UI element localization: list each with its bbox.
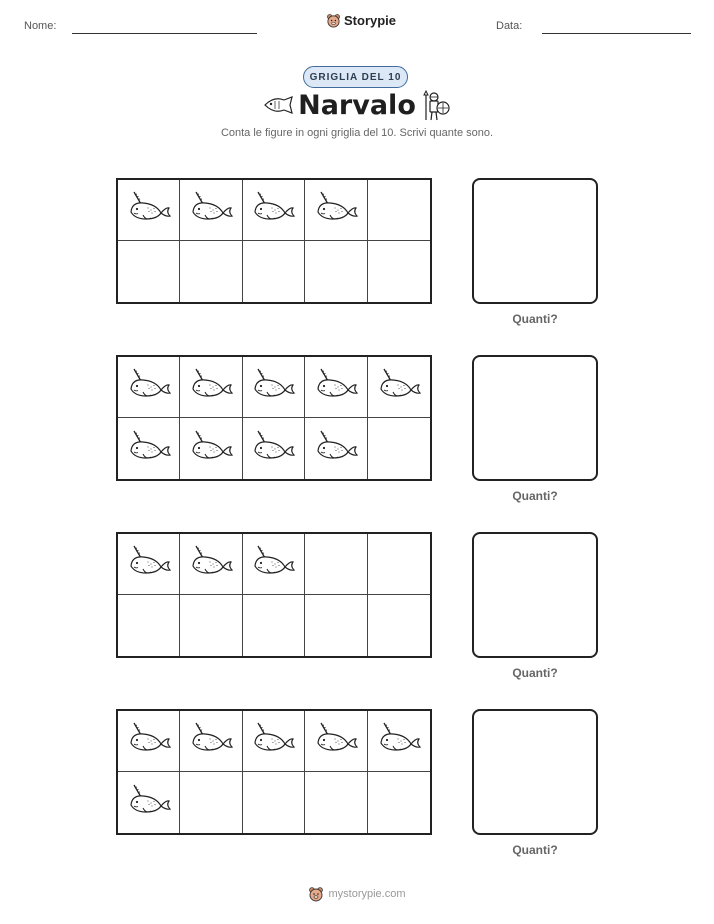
ten-frame-cell	[368, 357, 430, 418]
ten-frame-cell	[118, 711, 180, 772]
name-label: Nome:	[24, 20, 57, 32]
narwhal-icon	[126, 721, 172, 761]
ten-frame-cell	[180, 595, 242, 656]
footer-url: mystorypie.com	[328, 888, 406, 900]
ten-frame-cell	[180, 418, 242, 479]
ten-frame-cell	[305, 711, 367, 772]
ten-frame-cell	[305, 241, 367, 302]
bear-mascot-icon	[308, 886, 324, 902]
ten-frame-cell	[243, 595, 305, 656]
ten-frame-cell	[243, 241, 305, 302]
brand-name: Storypie	[344, 13, 397, 28]
narwhal-icon	[250, 429, 296, 469]
ten-frame-cell	[118, 418, 180, 479]
ten-frame-cell	[305, 595, 367, 656]
ten-frame-cell	[118, 595, 180, 656]
ten-frame-3	[116, 532, 432, 658]
question-label-1: Quanti?	[512, 312, 558, 326]
ten-frame-cell	[305, 180, 367, 241]
narwhal-icon	[250, 367, 296, 407]
instructions: Conta le figure in ogni griglia del 10. Scrivi quante sono.	[220, 127, 494, 139]
narwhal-icon	[376, 721, 422, 761]
ten-frame-cell	[368, 595, 430, 656]
ten-frame-cell	[180, 711, 242, 772]
answer-box-4[interactable]	[472, 709, 598, 835]
narwhal-icon	[313, 367, 359, 407]
ten-frame-1	[116, 178, 432, 304]
footer	[0, 886, 714, 902]
narwhal-icon	[126, 429, 172, 469]
ten-frame-cell	[368, 772, 430, 833]
ten-frame-2	[116, 355, 432, 481]
narwhal-icon	[250, 721, 296, 761]
ten-frame-cell	[118, 772, 180, 833]
narwhal-icon	[313, 721, 359, 761]
date-field[interactable]	[542, 33, 691, 34]
ten-frame-cell	[180, 241, 242, 302]
narwhal-icon	[313, 429, 359, 469]
narwhal-icon	[188, 367, 234, 407]
ten-frame-cell	[368, 180, 430, 241]
narwhal-icon	[126, 783, 172, 823]
question-label-4: Quanti?	[512, 843, 558, 857]
name-field[interactable]	[72, 33, 257, 34]
brand-logo	[326, 13, 396, 28]
ten-frame-cell	[243, 418, 305, 479]
knight-icon	[422, 90, 450, 122]
narwhal-icon	[250, 544, 296, 584]
ten-frame-cell	[305, 772, 367, 833]
narwhal-icon	[126, 367, 172, 407]
ten-frame-cell	[118, 241, 180, 302]
narwhal-icon	[376, 367, 422, 407]
narwhal-icon	[126, 190, 172, 230]
ten-frame-cell	[180, 180, 242, 241]
ten-frame-cell	[243, 357, 305, 418]
ten-frame-cell	[180, 772, 242, 833]
narwhal-icon	[250, 190, 296, 230]
page-title: Narvalo	[298, 90, 416, 121]
ten-frame-cell	[368, 418, 430, 479]
worksheet-type-badge: GRIGLIA DEL 10	[303, 66, 408, 88]
ten-frame-cell	[368, 534, 430, 595]
narwhal-icon	[188, 190, 234, 230]
ten-frame-cell	[305, 418, 367, 479]
date-label: Data:	[496, 20, 523, 32]
ten-frame-cell	[243, 534, 305, 595]
ten-frame-cell	[305, 534, 367, 595]
ten-frame-cell	[243, 711, 305, 772]
answer-box-1[interactable]	[472, 178, 598, 304]
bear-mascot-icon	[326, 13, 341, 28]
ten-frame-cell	[180, 534, 242, 595]
ten-frame-cell	[180, 357, 242, 418]
ten-frame-cell	[118, 534, 180, 595]
ten-frame-cell	[243, 772, 305, 833]
ten-frame-cell	[305, 357, 367, 418]
narwhal-icon	[313, 190, 359, 230]
question-label-2: Quanti?	[512, 489, 558, 503]
ten-frame-4	[116, 709, 432, 835]
ten-frame-cell	[118, 357, 180, 418]
narwhal-icon	[188, 544, 234, 584]
ten-frame-cell	[368, 241, 430, 302]
question-label-3: Quanti?	[512, 666, 558, 680]
answer-box-3[interactable]	[472, 532, 598, 658]
narwhal-icon	[188, 429, 234, 469]
ten-frame-cell	[243, 180, 305, 241]
answer-box-2[interactable]	[472, 355, 598, 481]
ten-frame-cell	[368, 711, 430, 772]
ten-frame-cell	[118, 180, 180, 241]
narwhal-icon	[126, 544, 172, 584]
narwhal-icon	[188, 721, 234, 761]
